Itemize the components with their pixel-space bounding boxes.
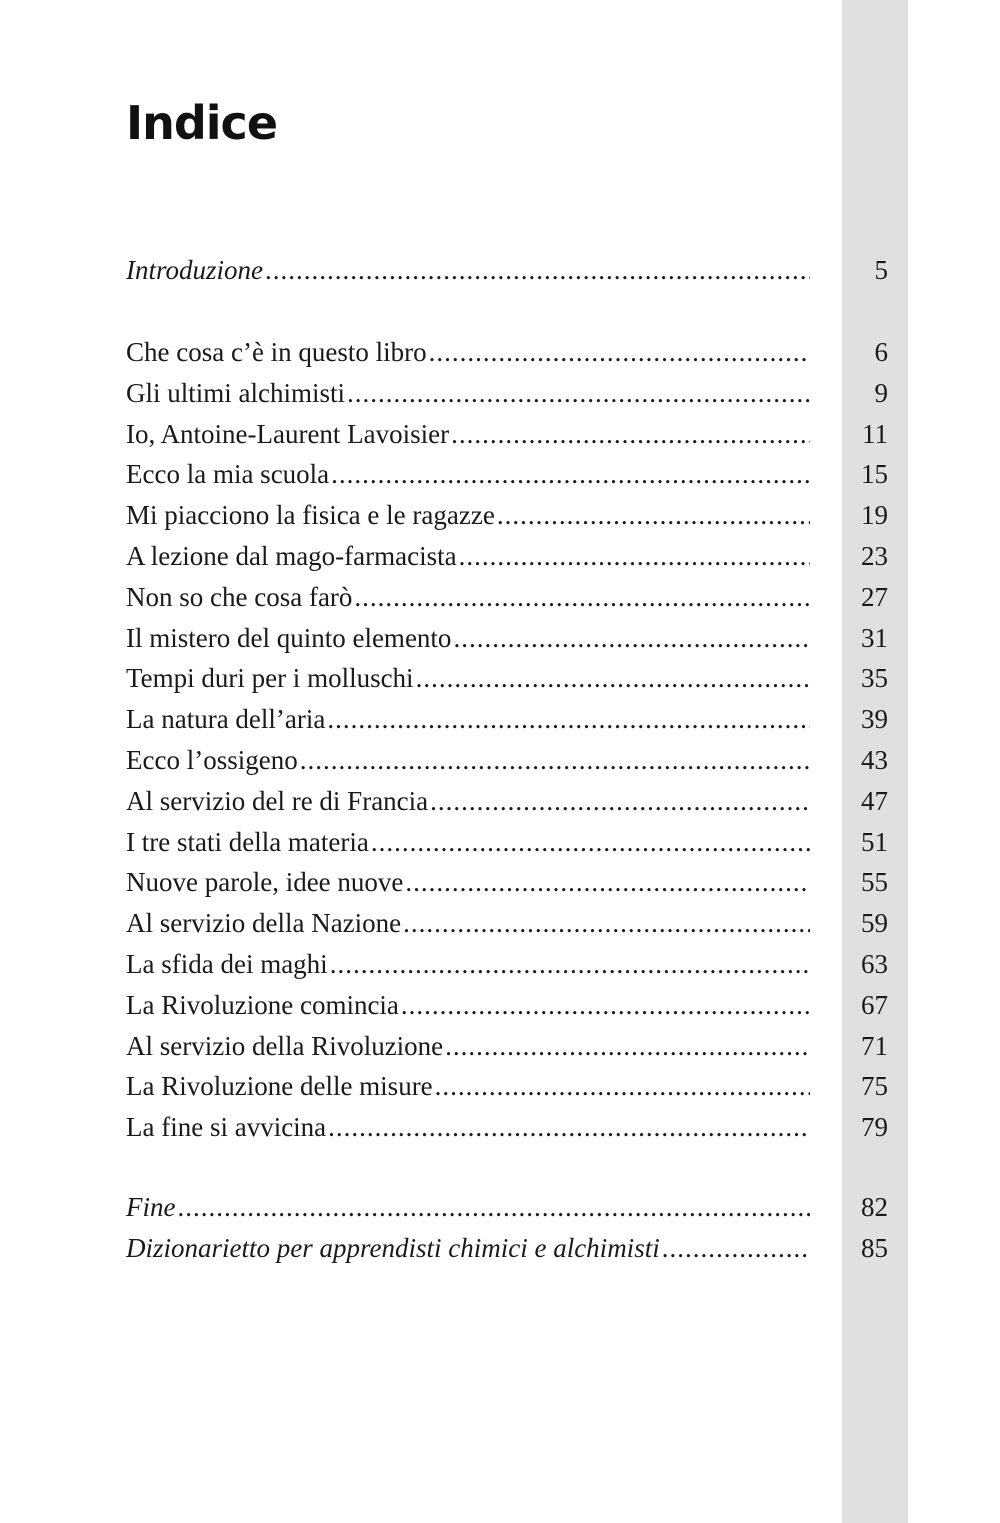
dot-leader [300,745,810,776]
dot-leader [331,459,810,490]
toc-entry-lead [126,908,810,939]
toc-page-number: 59 [861,908,888,939]
toc-entry-introduction[interactable] [126,255,888,296]
dot-leader [328,1112,810,1143]
toc-entry-title: La Rivoluzione delle misure [126,1071,433,1102]
toc-entry-title: I tre stati della materia [126,826,369,857]
dot-leader [430,786,810,817]
toc-entry-lead [126,1071,810,1102]
dot-leader [177,1192,810,1223]
toc-entry-lead [126,1031,810,1062]
toc-entry-title: Al servizio della Nazione [126,908,402,939]
dot-leader [416,663,810,694]
toc-entry-lead [126,623,810,654]
dot-leader [451,419,810,450]
toc-entry-title: Gli ultimi alchimisti [126,377,345,408]
toc-page-number: 63 [861,948,888,979]
toc-entry[interactable] [126,1031,888,1072]
toc-entry[interactable] [126,908,888,949]
toc-entry-lead [126,1112,810,1143]
toc-entry-lead [126,867,810,898]
toc-page-number: 35 [861,663,888,694]
dot-leader [445,1031,810,1062]
toc-entry-title: Al servizio del re di Francia [126,785,429,816]
toc-entry-title: La Rivoluzione comincia [126,989,399,1020]
dot-leader [429,337,810,368]
toc-entry-glossary[interactable] [126,1233,888,1274]
toc-entry-title: Ecco la mia scuola [126,459,330,490]
dot-leader [453,623,810,654]
toc-entry[interactable] [126,582,888,623]
toc-entry-lead [126,1233,810,1264]
toc-page-number: 47 [861,785,888,816]
toc-entry-lead [126,745,810,776]
toc-entry-lead [126,419,810,450]
toc-entry[interactable] [126,867,888,908]
toc-page-number: 11 [862,418,888,449]
toc-page-number: 71 [861,1030,888,1061]
toc-page-number: 79 [861,1112,888,1143]
toc-entry-lead [126,337,810,368]
dot-leader [330,949,810,980]
toc-page-number: 55 [861,867,888,898]
toc-entry-lead [126,990,810,1021]
dot-leader [459,541,810,572]
toc-entry-title: Ecco l’ossigeno [126,744,298,775]
toc-entry-lead [126,949,810,980]
dot-leader [497,500,810,531]
toc-entry-title: Introduzione [126,255,263,285]
toc-entry[interactable] [126,949,888,990]
toc-entry-lead [126,582,810,613]
toc-entry-title: Il mistero del quinto elemento [126,622,452,653]
toc-page-number: 31 [861,622,888,653]
toc-page-number: 85 [861,1232,888,1263]
toc-page-number: 9 [874,377,888,408]
toc-entry-lead [126,827,810,858]
toc-page-number: 5 [874,255,888,285]
toc-entry-lead [126,500,810,531]
toc-page-number: 23 [861,540,888,571]
dot-leader [435,1071,810,1102]
toc-page-number: 82 [861,1192,888,1222]
dot-leader [405,867,810,898]
toc-entry-lead [126,255,810,286]
toc-entry[interactable] [126,541,888,582]
page-title: Indice [126,96,278,150]
toc-entry[interactable] [126,1112,888,1153]
dot-leader [371,827,810,858]
toc-page-number: 51 [861,826,888,857]
toc-entry-lead [126,663,810,694]
toc-entry-title: Nuove parole, idee nuove [126,867,404,898]
dot-leader [354,582,810,613]
dot-leader [401,990,810,1021]
toc-entry[interactable] [126,990,888,1031]
toc-entry[interactable] [126,1071,888,1112]
toc-entry-title: Mi piacciono la fisica e le ragazze [126,500,495,531]
toc-entry-title: Dizionarietto per apprendisti chimici e alchimisti [126,1232,660,1263]
toc-entry[interactable] [126,704,888,745]
toc-page-number: 39 [861,704,888,735]
toc-page-number: 19 [861,500,888,531]
toc-entry[interactable] [126,337,888,378]
toc-page-number: 67 [861,989,888,1020]
dot-leader [327,704,810,735]
toc-entry-title: La natura dell’aria [126,704,326,735]
toc-entry-title: La sfida dei maghi [126,948,328,979]
toc-intro-section [126,255,888,296]
toc-entry[interactable] [126,827,888,868]
toc-page-number: 15 [861,459,888,490]
toc-entry[interactable] [126,745,888,786]
toc-entry[interactable] [126,459,888,500]
toc-page-number: 75 [861,1071,888,1102]
toc-entry-title: Fine [126,1192,176,1222]
toc-page-number: 6 [874,337,888,367]
toc-entry-lead [126,459,810,490]
toc-entry-title: Io, Antoine-Laurent Lavoisier [126,418,450,449]
toc-page-number: 27 [861,581,888,612]
toc-closing-section [126,1192,888,1274]
toc-entry-title: La fine si avvicina [126,1112,327,1143]
toc-entry-title: Tempi duri per i molluschi [126,663,414,694]
dot-leader [347,378,810,409]
toc-entry-title: Non so che cosa farò [126,581,353,612]
toc-entry-fine[interactable] [126,1192,888,1233]
toc-entry[interactable] [126,419,888,460]
toc-chapter-list [126,337,888,1153]
dot-leader [403,908,810,939]
toc-entry-lead [126,1192,810,1223]
toc-entry-lead [126,786,810,817]
toc-entry[interactable] [126,786,888,827]
toc-entry[interactable] [126,500,888,541]
toc-entry-title: Che cosa c’è in questo libro [126,337,427,367]
toc-entry-lead [126,378,810,409]
toc-entry-lead [126,541,810,572]
toc-entry-title: A lezione dal mago-farmacista [126,540,457,571]
toc-page-number: 43 [861,744,888,775]
toc-entry[interactable] [126,378,888,419]
dot-leader [265,255,810,286]
dot-leader [662,1233,810,1264]
toc-entry[interactable] [126,663,888,704]
toc-entry-lead [126,704,810,735]
toc-entry[interactable] [126,623,888,664]
toc-entry-title: Al servizio della Rivoluzione [126,1030,444,1061]
